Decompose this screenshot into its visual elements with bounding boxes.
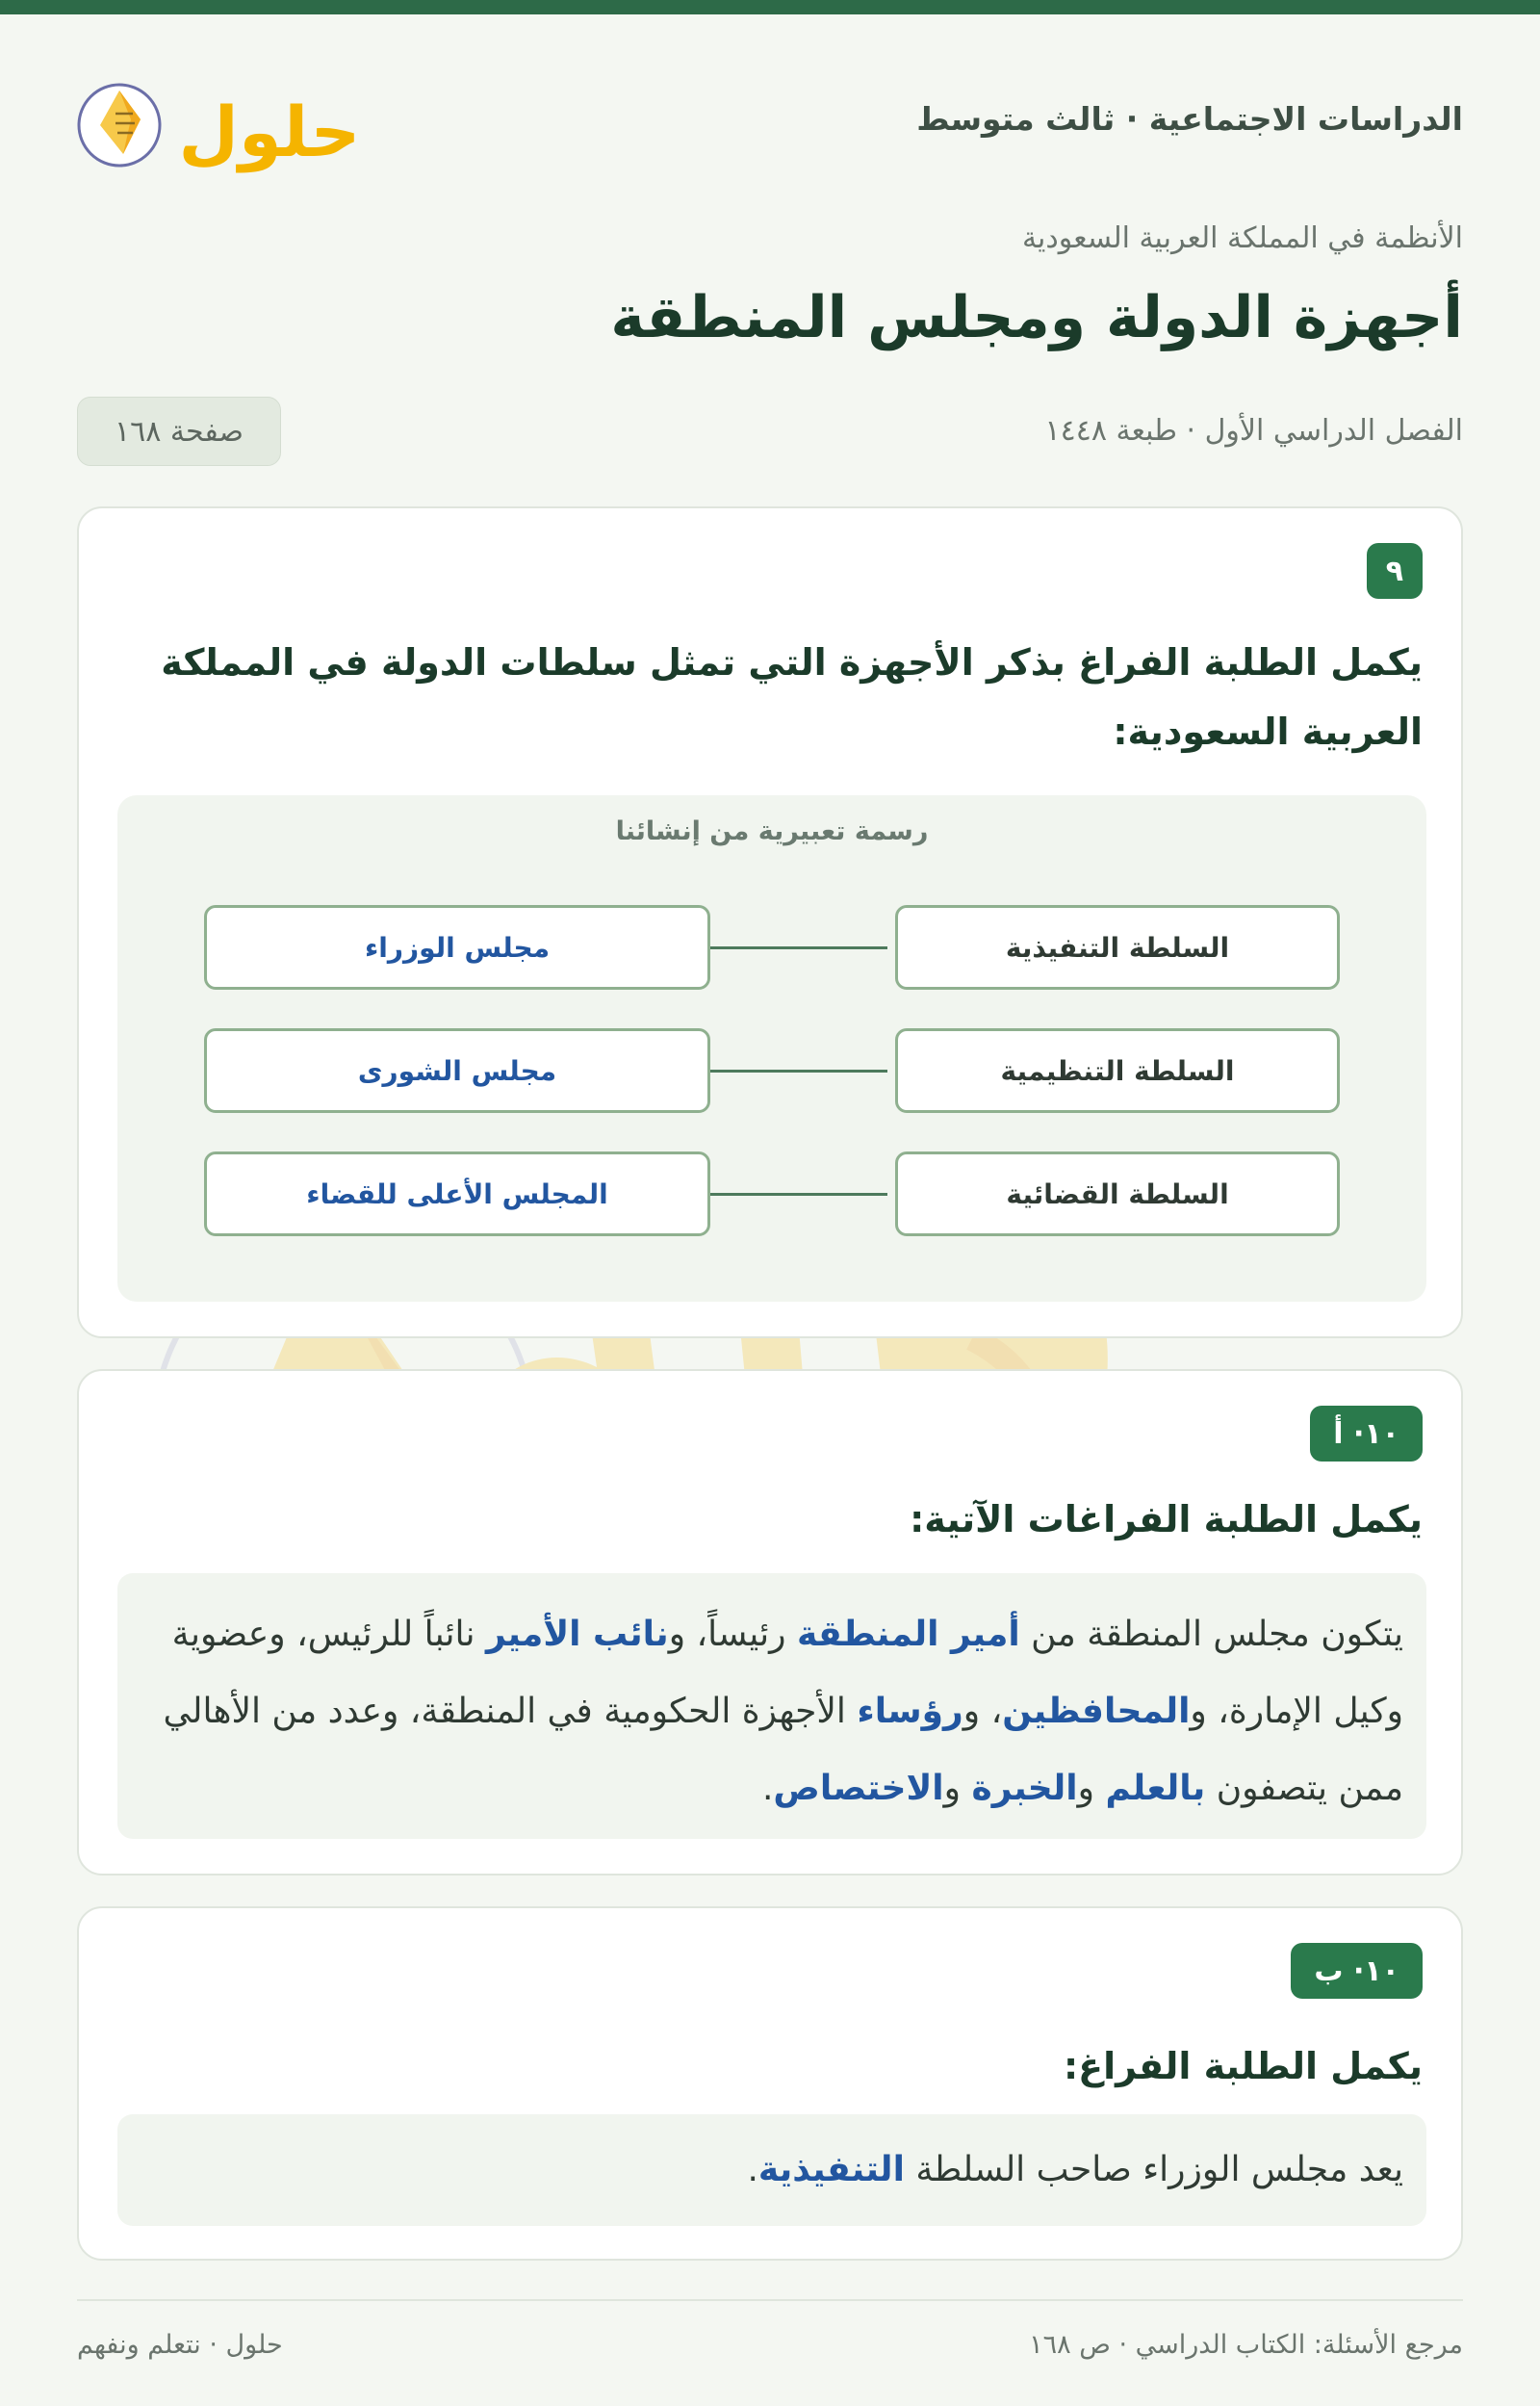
answer-highlight: الخبرة <box>971 1769 1078 1808</box>
authority-box-regulatory: السلطة التنظيمية <box>895 1028 1340 1113</box>
diagram-caption: رسمة تعبيرية من إنشائنا <box>615 816 929 846</box>
logo-wordmark: حلول <box>178 91 361 172</box>
page-title: أجهزة الدولة ومجلس المنطقة <box>610 284 1463 351</box>
question-text: يكمل الطلبة الفراغات الآتية: <box>910 1498 1423 1540</box>
answer-highlight: الاختصاص <box>773 1769 944 1808</box>
answer-highlight: رؤساء <box>857 1692 963 1731</box>
answer-block <box>117 1573 1426 1839</box>
authority-box-judicial: السلطة القضائية <box>895 1151 1340 1236</box>
answer-text: . <box>761 1769 774 1808</box>
footer-divider <box>77 2299 1463 2301</box>
question-number-badge: ٩ <box>1367 543 1423 599</box>
answer-text: نائباً للرئيس، وعضوية وكيل الإمارة، و <box>171 1615 1403 1731</box>
question-text: يكمل الطلبة الفراغ: <box>1063 2045 1423 2087</box>
answer-text: يعد مجلس الوزراء صاحب السلطة <box>904 2150 1403 2189</box>
connector-line <box>710 1070 887 1073</box>
body-box-supreme-judicial-council: المجلس الأعلى للقضاء <box>204 1151 710 1236</box>
body-box-shura-council: مجلس الشورى <box>204 1028 710 1113</box>
answer-text: يتكون مجلس المنطقة من <box>1019 1615 1403 1654</box>
answer-highlight: نائب الأمير <box>485 1615 669 1654</box>
answer-text: الأجهزة الحكومية في المنطقة، وعدد من الأهالي ممن يتصفون <box>163 1692 1403 1808</box>
unit-label: الأنظمة في المملكة العربية السعودية <box>1021 221 1463 255</box>
answer-text: . <box>747 2150 758 2189</box>
hulul-logo <box>77 60 366 185</box>
answer-text: و <box>1077 1769 1106 1808</box>
answer-text: و <box>943 1769 972 1808</box>
question-card-10a <box>77 1369 1463 1876</box>
question-card-10b <box>77 1906 1463 2261</box>
footer-reference: مرجع الأسئلة: الكتاب الدراسي · ص ١٦٨ <box>1029 2330 1463 2360</box>
page-header <box>77 60 1463 185</box>
question-number-badge: ١٠· أ <box>1310 1406 1423 1462</box>
footer-tagline: حلول · نتعلم ونفهم <box>77 2330 283 2360</box>
answer-highlight: بالعلم <box>1105 1769 1206 1808</box>
page-number-badge: صفحة ١٦٨ <box>77 397 281 466</box>
edition-meta: الفصل الدراسي الأول · طبعة ١٤٤٨ <box>1044 414 1463 448</box>
answer-text: رئيساً، و <box>668 1615 797 1654</box>
subject-label: الدراسات الاجتماعية · ثالث متوسط <box>916 100 1463 138</box>
answer-highlight: المحافظين <box>1002 1692 1191 1731</box>
answer-block <box>117 2114 1426 2226</box>
answer-text: ، و <box>962 1692 1003 1731</box>
body-box-council-of-ministers: مجلس الوزراء <box>204 905 710 990</box>
question-text: يكمل الطلبة الفراغ بذكر الأجهزة التي تمثل سلطات الدولة في المملكة العربية السعودية: <box>161 641 1423 753</box>
answer-highlight: أمير المنطقة <box>796 1615 1020 1654</box>
question-number-badge: ١٠· ب <box>1291 1943 1423 1999</box>
question-card-9 <box>77 506 1463 1338</box>
authorities-diagram <box>117 795 1426 1302</box>
connector-line <box>710 946 887 949</box>
authority-box-executive: السلطة التنفيذية <box>895 905 1340 990</box>
top-accent-bar <box>0 0 1540 14</box>
answer-highlight: التنفيذية <box>757 2150 905 2189</box>
connector-line <box>710 1193 887 1196</box>
